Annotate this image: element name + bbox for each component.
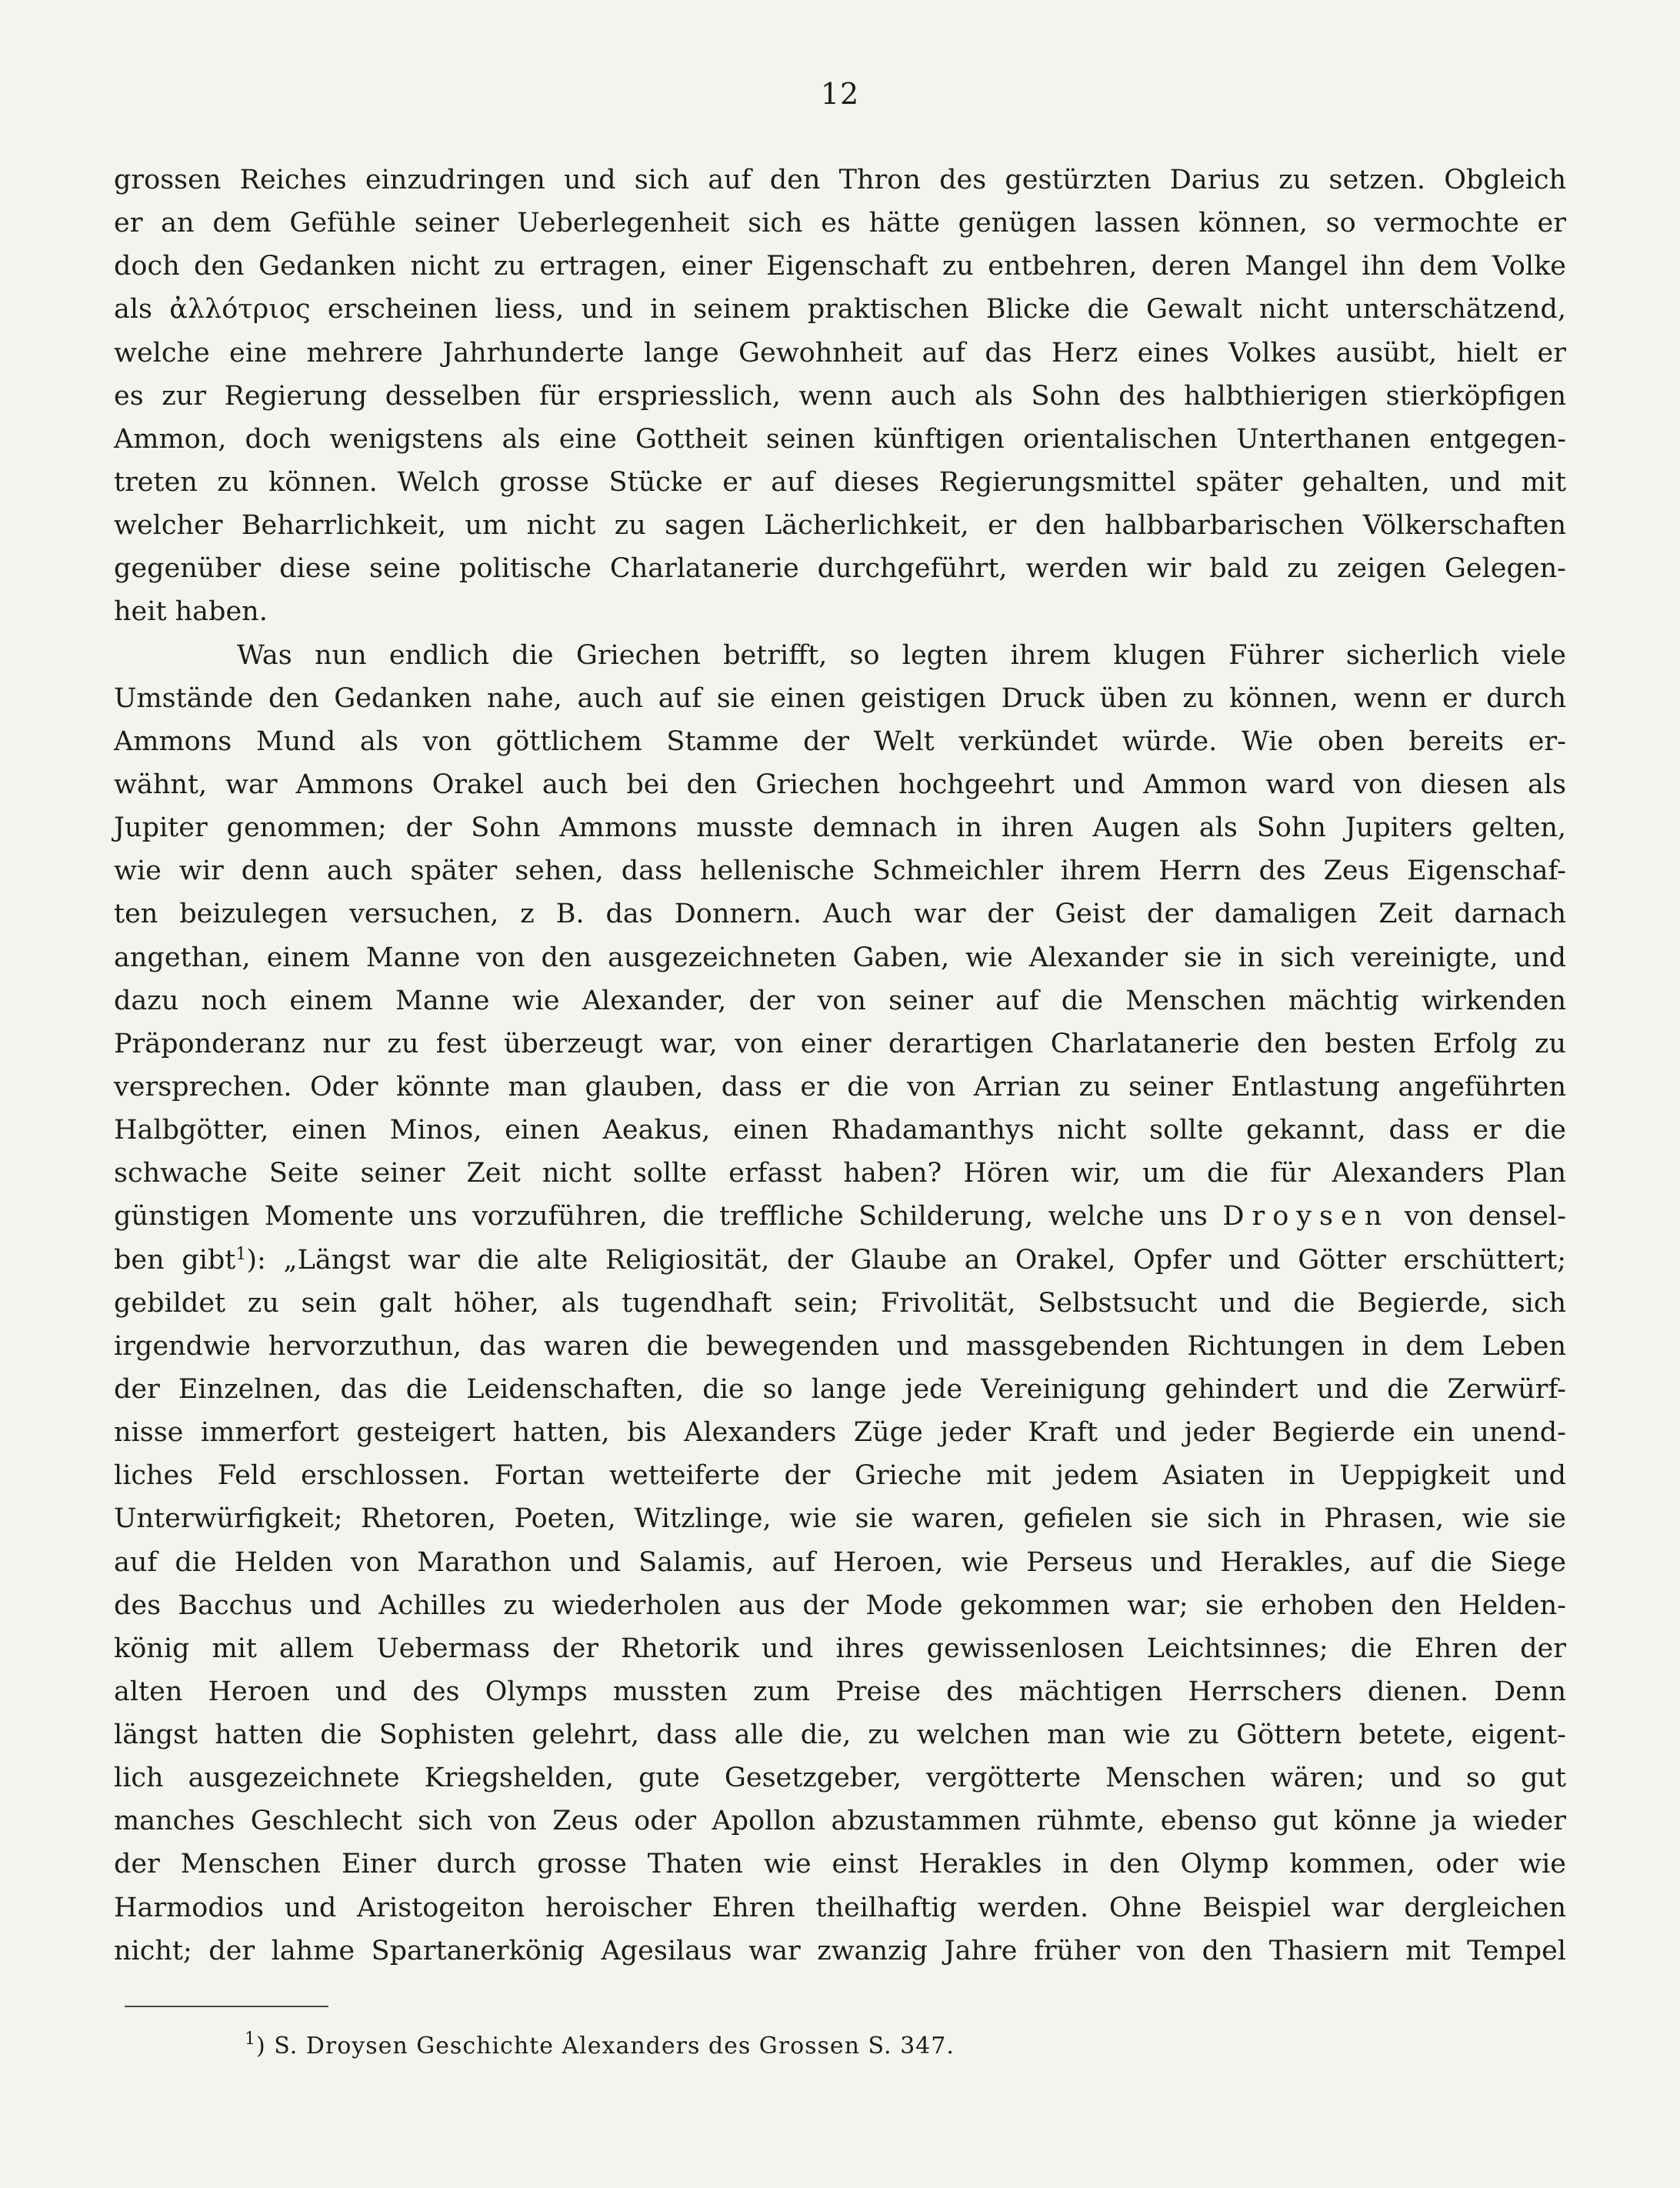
text-line: gebildet zu sein galt höher, als tugendhaft sein; Frivolität, Selbstsucht und die Begierde, sich	[114, 1287, 1566, 1319]
text-line: schwache Seite seiner Zeit nicht sollte erfasst haben? Hören wir, um die für Alexanders Plan	[114, 1158, 1566, 1189]
text-line: Ammons Mund als von göttlichem Stamme der Welt verkündet würde. Wie oben bereits er-	[114, 725, 1566, 757]
footnote-divider	[125, 2006, 328, 2007]
page-number: 12	[820, 77, 860, 111]
text-line: welche eine mehrere Jahrhunderte lange Gewohnheit auf das Herz eines Volkes ausübt, hielt er	[114, 337, 1566, 369]
footnote	[245, 2031, 955, 2062]
text-line: der Menschen Einer durch grosse Thaten wie einst Herakles in den Olymp kommen, oder wie	[114, 1849, 1566, 1880]
text-line: doch den Gedanken nicht zu ertragen, einer Eigenschaft zu entbehren, deren Mangel ihn dem Volke	[114, 251, 1566, 282]
text-line: irgendwie hervorzuthun, das waren die bewegenden und massgebenden Richtungen in dem Leben	[114, 1330, 1566, 1362]
text-line: wie wir denn auch später sehen, dass hellenische Schmeichler ihrem Herrn des Zeus Eigenschaf-	[114, 856, 1566, 887]
text-line: grossen Reiches einzudringen und sich auf den Thron des gestürzten Darius zu setzen. Obgleich	[114, 165, 1566, 195]
footnote-mark: 1	[245, 2030, 256, 2049]
text-line: nisse immerfort gesteigert hatten, bis Alexanders Züge jeder Kraft und jeder Begierde ein unend-	[114, 1417, 1566, 1449]
text-line: Harmodios und Aristogeiton heroischer Ehren theilhaftig werden. Ohne Beispiel war dergleichen	[114, 1892, 1566, 1923]
text-line: versprechen. Oder könnte man glauben, dass er die von Arrian zu seiner Entlastung angeführten	[114, 1071, 1566, 1102]
text-line: dazu noch einem Manne wie Alexander, der von seiner auf die Menschen mächtig wirkenden	[114, 985, 1566, 1016]
text-line: nicht; der lahme Spartanerkönig Agesilaus war zwanzig Jahre früher von den Thasiern mit Tempel	[114, 1935, 1566, 1966]
text-line: Halbgötter, einen Minos, einen Aeakus, einen Rhadamanthys nicht sollte gekannt, dass er die	[114, 1115, 1566, 1146]
footnote-text: ) S. Droysen Geschichte Alexanders des Grossen S. 347.	[256, 2033, 955, 2060]
text-line: lich ausgezeichnete Kriegshelden, gute Gesetzgeber, vergötterte Menschen wären; und so gut	[114, 1763, 1566, 1794]
text-line: ten beizulegen versuchen, z B. das Donnern. Auch war der Geist der damaligen Zeit darnach	[114, 899, 1566, 930]
text-line: manches Geschlecht sich von Zeus oder Apollon abzustammen rühmte, ebenso gut könne ja wieder	[114, 1806, 1566, 1837]
text-line: könig mit allem Uebermass der Rhetorik und ihres gewissenlosen Leichtsinnes; die Ehren der	[114, 1633, 1566, 1664]
text-line: wähnt, war Ammons Orakel auch bei den Griechen hochgeehrt und Ammon ward von diesen als	[114, 769, 1566, 800]
text-line: welcher Beharrlichkeit, um nicht zu sagen Lächerlichkeit, er den halbbarbarischen Völkerschaften	[114, 510, 1566, 542]
footnote-line-start: ben gibt	[114, 1244, 236, 1276]
footnote-reference-mark: 1	[235, 1244, 247, 1264]
text-line: Präponderanz nur zu fest überzeugt war, von einer derartigen Charlatanerie den besten Erfolg zu	[114, 1028, 1566, 1059]
body-text	[114, 158, 1566, 1973]
text-line: heit haben.	[114, 596, 268, 628]
text-line: liches Feld erschlossen. Fortan wetteiferte der Grieche mit jedem Asiaten in Ueppigkeit und	[114, 1460, 1566, 1492]
text-line: Ammon, doch wenigstens als eine Gottheit seinen künftigen orientalischen Unterthanen entgegen-	[114, 423, 1566, 455]
text-line: Was nun endlich die Griechen betrifft, so legten ihrem klugen Führer sicherlich viele	[237, 639, 1566, 671]
text-line: Jupiter genommen; der Sohn Ammons musste demnach in ihren Augen als Sohn Jupiters gelten,	[114, 812, 1566, 844]
text-line: Unterwürfigkeit; Rhetoren, Poeten, Witzlinge, wie sie waren, gefielen sie sich in Phrasen, wie sie	[114, 1503, 1566, 1535]
text-line-droysen	[114, 1195, 1566, 1238]
text-line: alten Heroen und des Olymps mussten zum Preise des mächtigen Herrschers dienen. Denn	[114, 1676, 1566, 1707]
text-line: längst hatten die Sophisten gelehrt, dass alle die, zu welchen man wie zu Göttern betete, eigent-	[114, 1719, 1566, 1751]
text-line: der Einzelnen, das die Leidenschaften, die so lange jede Vereinigung gehindert und die Zerwürf-	[114, 1373, 1566, 1405]
text-line: es zur Regierung desselben für erspriesslich, wenn auch als Sohn des halbthierigen stierköpfigen	[114, 380, 1566, 412]
text-line: er an dem Gefühle seiner Ueberlegenheit sich es hätte genügen lassen können, so vermochte er	[114, 208, 1566, 239]
text-line: angethan, einem Manne von den ausgezeichneten Gaben, wie Alexander sie in sich vereinigte, und	[114, 942, 1566, 973]
droysen-line-end: von densel-	[1389, 1201, 1567, 1232]
text-line-footnote-ref	[114, 1239, 1566, 1282]
text-line: treten zu können. Welch grosse Stücke er auf dieses Regierungsmittel später gehalten, und mit	[114, 466, 1566, 498]
author-name-spaced: Droysen	[1222, 1201, 1390, 1232]
text-line: gegenüber diese seine politische Charlatanerie durchgeführt, werden wir bald zu zeigen Gelegen-	[114, 553, 1566, 585]
text-line: Umstände den Gedanken nahe, auch auf sie einen geistigen Druck üben zu können, wenn er durch	[114, 682, 1566, 714]
text-line: auf die Helden von Marathon und Salamis, auf Heroen, wie Perseus und Herakles, auf die Siege	[114, 1546, 1566, 1578]
droysen-line-start: günstigen Momente uns vorzuführen, die treffliche Schilderung, welche uns	[114, 1201, 1223, 1232]
text-line: als ἀλλότριος erscheinen liess, und in seinem praktischen Blicke die Gewalt nicht unterschätzend,	[114, 294, 1566, 325]
footnote-line-end: ): „Längst war die alte Religiosität, der Glaube an Orakel, Opfer und Götter erschüttert;	[246, 1244, 1566, 1276]
text-line: des Bacchus und Achilles zu wiederholen aus der Mode gekommen war; sie erhoben den Helden-	[114, 1589, 1566, 1621]
